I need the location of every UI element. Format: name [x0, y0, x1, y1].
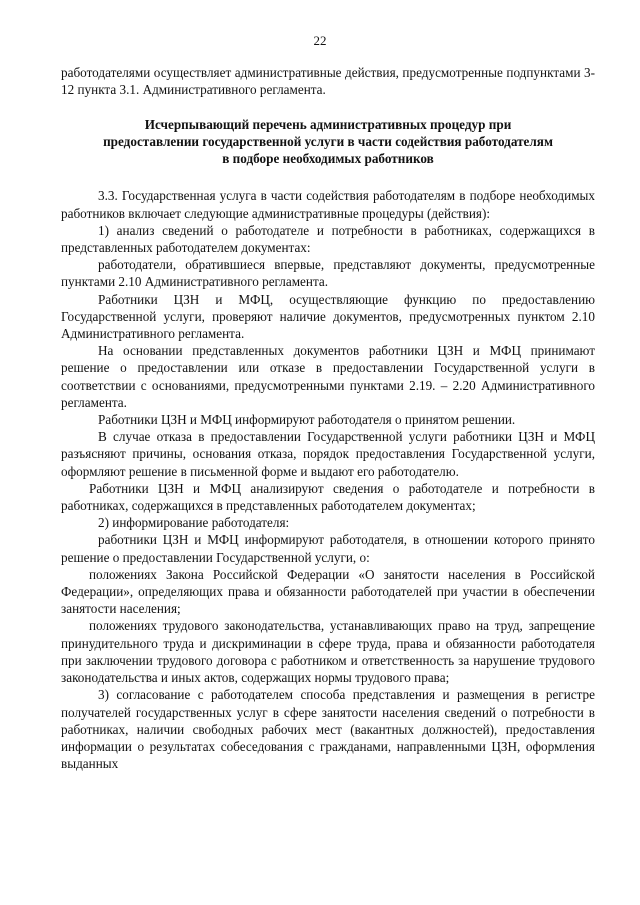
paragraph-employers-first-time: работодатели, обратившиеся впервые, представляют документы, предусмотренные пунктами 2.10 Административного регламента.	[61, 257, 595, 290]
paragraph-inform-decision: Работники ЦЗН и МФЦ информируют работодателя о принятом решении.	[98, 412, 516, 428]
paragraph-continuation: работодателями осуществляет административные действия, предусмотренные подпунктами 3-12 пункта 3.1. Административного регламента.	[61, 65, 595, 98]
paragraph-refusal: В случае отказа в предоставлении Государственной услуги работники ЦЗН и МФЦ разъясняют причины, основания отказа, порядок предоставления Государственной услуги, оформляют решение в письменной форме и выдают его работодателю.	[61, 429, 595, 479]
paragraph-law-provisions: положениях Закона Российской Федерации «О занятости населения в Российской Федерации», определяющих права и обязанности работодателей при участии в обеспечении занятости населения;	[61, 566, 595, 617]
document-body	[61, 64, 595, 772]
paragraph-decision: На основании представленных документов работники ЦЗН и МФЦ принимают решение о предоставлении или отказе в предоставлении Государственной услуги в соответствии с основаниями, предусмотренными пунктами 2.19. – 2.20 Административного регламента.	[61, 343, 595, 410]
section-heading	[71, 116, 585, 167]
page-number: 22	[313, 33, 327, 48]
paragraph-check-documents: Работники ЦЗН и МФЦ, осуществляющие функцию по предоставлению Государственной услуги, проверяют наличие документов, предусмотренных пунктом 2.10 Административного регламента.	[61, 291, 595, 342]
heading-line-3: в подборе необходимых работников	[222, 151, 434, 167]
paragraph-labor-law: положениях трудового законодательства, устанавливающих право на труд, запрещение принудительного труда и дискриминации в сфере труда, права и обязанности работодателя при заключении трудового договора с работником и ответственность за нарушение трудового законодательства и иных актов, содержащих нормы трудового права;	[61, 618, 595, 686]
heading-line-1: Исчерпывающий перечень административных процедур при	[144, 117, 512, 133]
paragraph-item-3: 3) согласование с работодателем способа представления и размещения в регистре получателей государственных услуг в сфере занятости населения сведений о потребности в работниках, наличии свободных рабочих мест (вакантных должностей), предоставления информации о результатах собеседования с гражданами, направленными ЦЗН, оформления выданных	[61, 687, 595, 772]
paragraph-item-2: 2) информирование работодателя:	[98, 515, 290, 531]
paragraph-inform-employer: работники ЦЗН и МФЦ информируют работодателя, в отношении которого принято решение о предоставлении Государственной услуги, о:	[61, 532, 595, 565]
heading-line-2: предоставлении государственной услуги в части содействия работодателям	[103, 134, 553, 150]
paragraph-analyze: Работники ЦЗН и МФЦ анализируют сведения о работодателе и потребности в работниках, содержащихся в представленных работодателем документах;	[61, 480, 595, 514]
paragraph-item-1: 1) анализ сведений о работодателе и потребности в работниках, содержащихся в представленных работодателем документах:	[61, 222, 595, 256]
paragraph-3-3: 3.3. Государственная услуга в части содействия работодателям в подборе необходимых работников включает следующие административные процедуры (действия):	[61, 188, 595, 221]
